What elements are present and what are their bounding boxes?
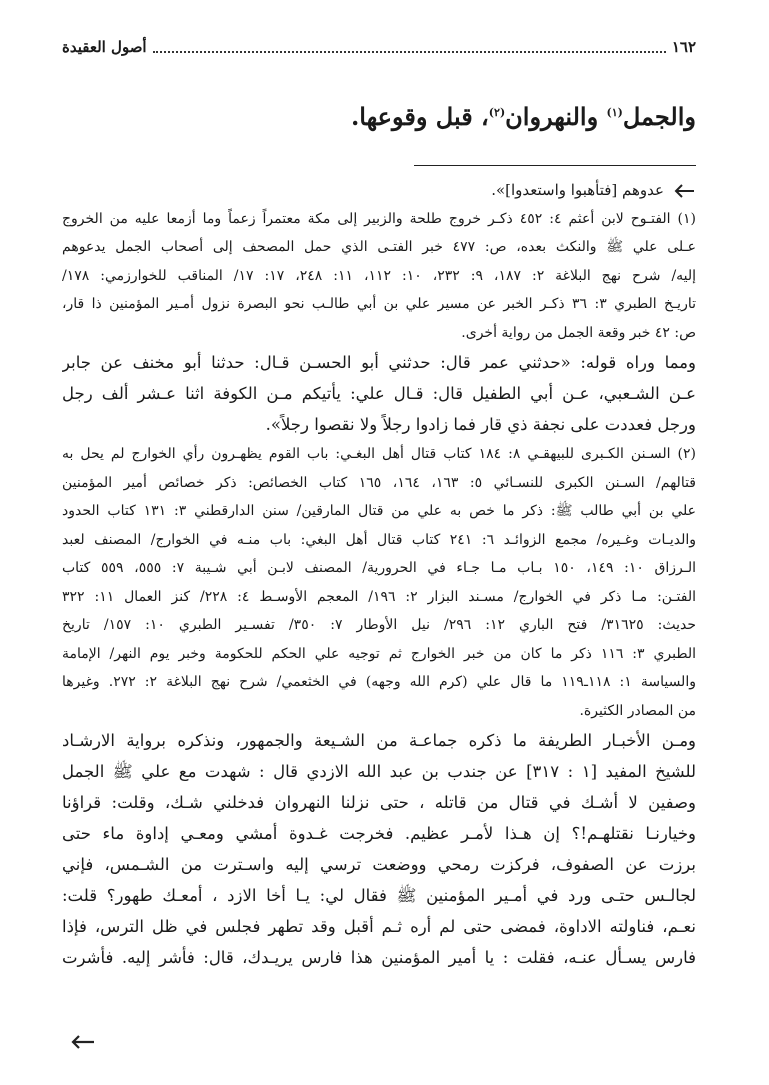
footnote-quote-line: ومـن الأخبـار الطريفة ما ذكره جماعـة من الشـيعة والجمهور، ونذكره برواية الارشـاد	[62, 731, 696, 750]
footnote-line: الطبري ٣: ١١٦ ذكر ما كان من خبر الخوارج ثم توجيه علي الحكم للحكومة وخبر يوم النهر/ الإمامة	[62, 645, 696, 662]
footnote-quote-line: عـن الشـعبي، عـن أبي الطفيل قال: قـال علي: يأتيكم مـن الكوفة اثنا عـشر ألف رجل	[62, 384, 696, 403]
footnote-1	[62, 205, 696, 441]
book-title: أصول العقيدة	[62, 38, 147, 56]
footnote-line: والديـات وغـيره/ مجمع الزوائـد ٦: ٢٤١ كتاب قتال أهل البغي: باب منـه في الخوارج/ المصنف لعبد	[62, 531, 696, 548]
footnote-quote-line: ورجل فعددت على نجفة ذي قار فما زادوا رجلاً ولا نقصوا رجلاً».	[265, 415, 696, 434]
footnotes-section	[62, 176, 696, 973]
footnote-2	[62, 440, 696, 973]
main-text-line	[62, 102, 696, 131]
footnote-quote-line: برزت عن الصفوف، فركزت رمحي ووضعت ترسي إليه واسـترت من الشـمس، فإني	[62, 855, 696, 874]
footnote-separator	[414, 165, 696, 166]
footnote-line: ص: ٤٢ خبر وقعة الجمل من رواية أخرى.	[461, 324, 696, 341]
footnote-quote-line: ومما وراه قوله: «حدثني عمر قال: حدثني أبو الحسـن قـال: حدثنا أبو مخنف عن جابر	[62, 353, 696, 372]
arrow-left-icon[interactable]	[70, 1034, 96, 1050]
footnote-ref-2[interactable]: (٢)	[488, 106, 506, 119]
footnote-quote-line: نعـم، فناولته الاداوة، فمضى حتى لم أره ثـم أقبل وقد تطهر فجلس في ظل الترس، فإذا	[62, 917, 696, 936]
footnote-line: (١) الفتـوح لابن أعثم ٤: ٤٥٢ ذكـر خروج طلحة والزبير إلى مكة معتمراً زعماً وما أزمعا عليه من الخروج	[62, 210, 696, 227]
footnote-quote-line: وصفين لا أشـك في قتال من قاتله ، حتى نزلنا النهروان فدخلني شـك، وقلت: قراؤنا	[62, 793, 696, 812]
page-number: ١٦٢	[671, 38, 696, 56]
arrow-left-icon	[674, 184, 696, 198]
footnote-line: قتالهم/ السـنن الكبرى للنسـائي ٥: ١٦٣، ١٦٤، ١٦٥ كتاب الخصائص: ذكر خصائص أمير المؤمنين	[62, 474, 696, 491]
footnote-line: علي بن أبي طالب ﷺ: ذكر ما خص به علي من قتال المارقين/ سنن الدارقطني ٣: ١٣١ كتاب الحدود	[62, 503, 696, 519]
footnote-quote-line: للشيخ المفيد [١ : ٣١٧] عن جندب بن عبد الله الازدي قال : شهدت مع علي ﷺ الجمل	[62, 762, 696, 781]
footnote-quote-line: وخيارنـا نقتلهـم!؟ إن هـذا لأمـر عظيم. فخرجت غـدوة أمشي ومعـي إداوة ماء حتى	[62, 824, 696, 843]
footnote-line: الفتـن: مـا ذكر في الخوارج/ مسـند البزار ٢: ١٩٦/ المعجم الأوسـط ٤: ٢٢٨/ كنز العمال ١١: ٣٢٢	[62, 588, 696, 605]
footnote-ref-1[interactable]: (١)	[606, 106, 623, 119]
main-text-segment: والجمل	[622, 102, 696, 131]
footnote-line: (٢) السـنن الكـبرى للبيهقـي ٨: ١٨٤ كتاب قتال أهل البغـي: باب القوم يظهـرون رأي الخوارج لم يحل به	[62, 446, 696, 462]
footnote-quote-line: فارس يسـأل عنـه، فقلت : يا أمير المؤمنين هذا فارس يريـدك، قال: فأشر إليه. فأشرت	[62, 948, 696, 967]
footnote-line: من المصادر الكثيرة.	[579, 702, 696, 719]
document-page	[62, 30, 696, 1070]
footnote-continuation	[62, 176, 696, 205]
footnote-line: حديث: ٣١٦٢٥/ فتح الباري ١٢: ٢٩٦/ نيل الأوطار ٧: ٣٥٠/ تفسـير الطبري ١٠: ١٥٧/ تاريخ	[62, 617, 696, 633]
header-dot-leader	[153, 50, 666, 53]
footnote-line: عـلى علي ﷺ والنكث بعده، ص: ٤٧٧ خبر الفتـى الذي حمل المصحف إلى أصحاب الجمل يدعوهم	[62, 239, 696, 255]
footnote-line: الـرزاق ١٠: ١٤٩، ١٥٠ بـاب مـا جـاء في الحرورية/ المصنف لابـن أبي شـيبة ٧: ٥٥٥، ٥٥٩ كتاب	[62, 560, 696, 576]
footnote-line: تاريـخ الطبري ٣: ٣٦ ذكـر الخبر عن مسير علي بن أبي طالـب نحو البصرة نزول أمـير المؤمنين ذا قار،	[62, 296, 696, 312]
continuation-text: عدوهم [فتأهبوا واستعدوا]».	[491, 181, 664, 199]
main-text-segment: ، قبل وقوعها.	[350, 102, 489, 131]
footnote-line: إليه/ شرح نهج البلاغة ٢: ١٨٧، ٩: ٢٣٢، ١٠: ١١٢، ١١: ٢٤٨، ١٧: ١٧/ المناقب للخوارزمي: ١٧٨/	[62, 267, 696, 284]
footnote-line: والسياسة ١: ١١٨ـ١١٩ ما قال علي (كرم الله وجهه) في الخثعمي/ شرح نهج البلاغة ٢: ٢٧٢. وغيرها	[62, 674, 696, 690]
running-header	[62, 34, 696, 60]
footnote-quote-line: لجالـس حتـى ورد في أمـير المؤمنين ﷺ فقال لي: يـا أخا الازد ، أمعـك طهور؟ قلت:	[62, 886, 696, 905]
main-text-segment: والنهروان	[505, 102, 607, 131]
